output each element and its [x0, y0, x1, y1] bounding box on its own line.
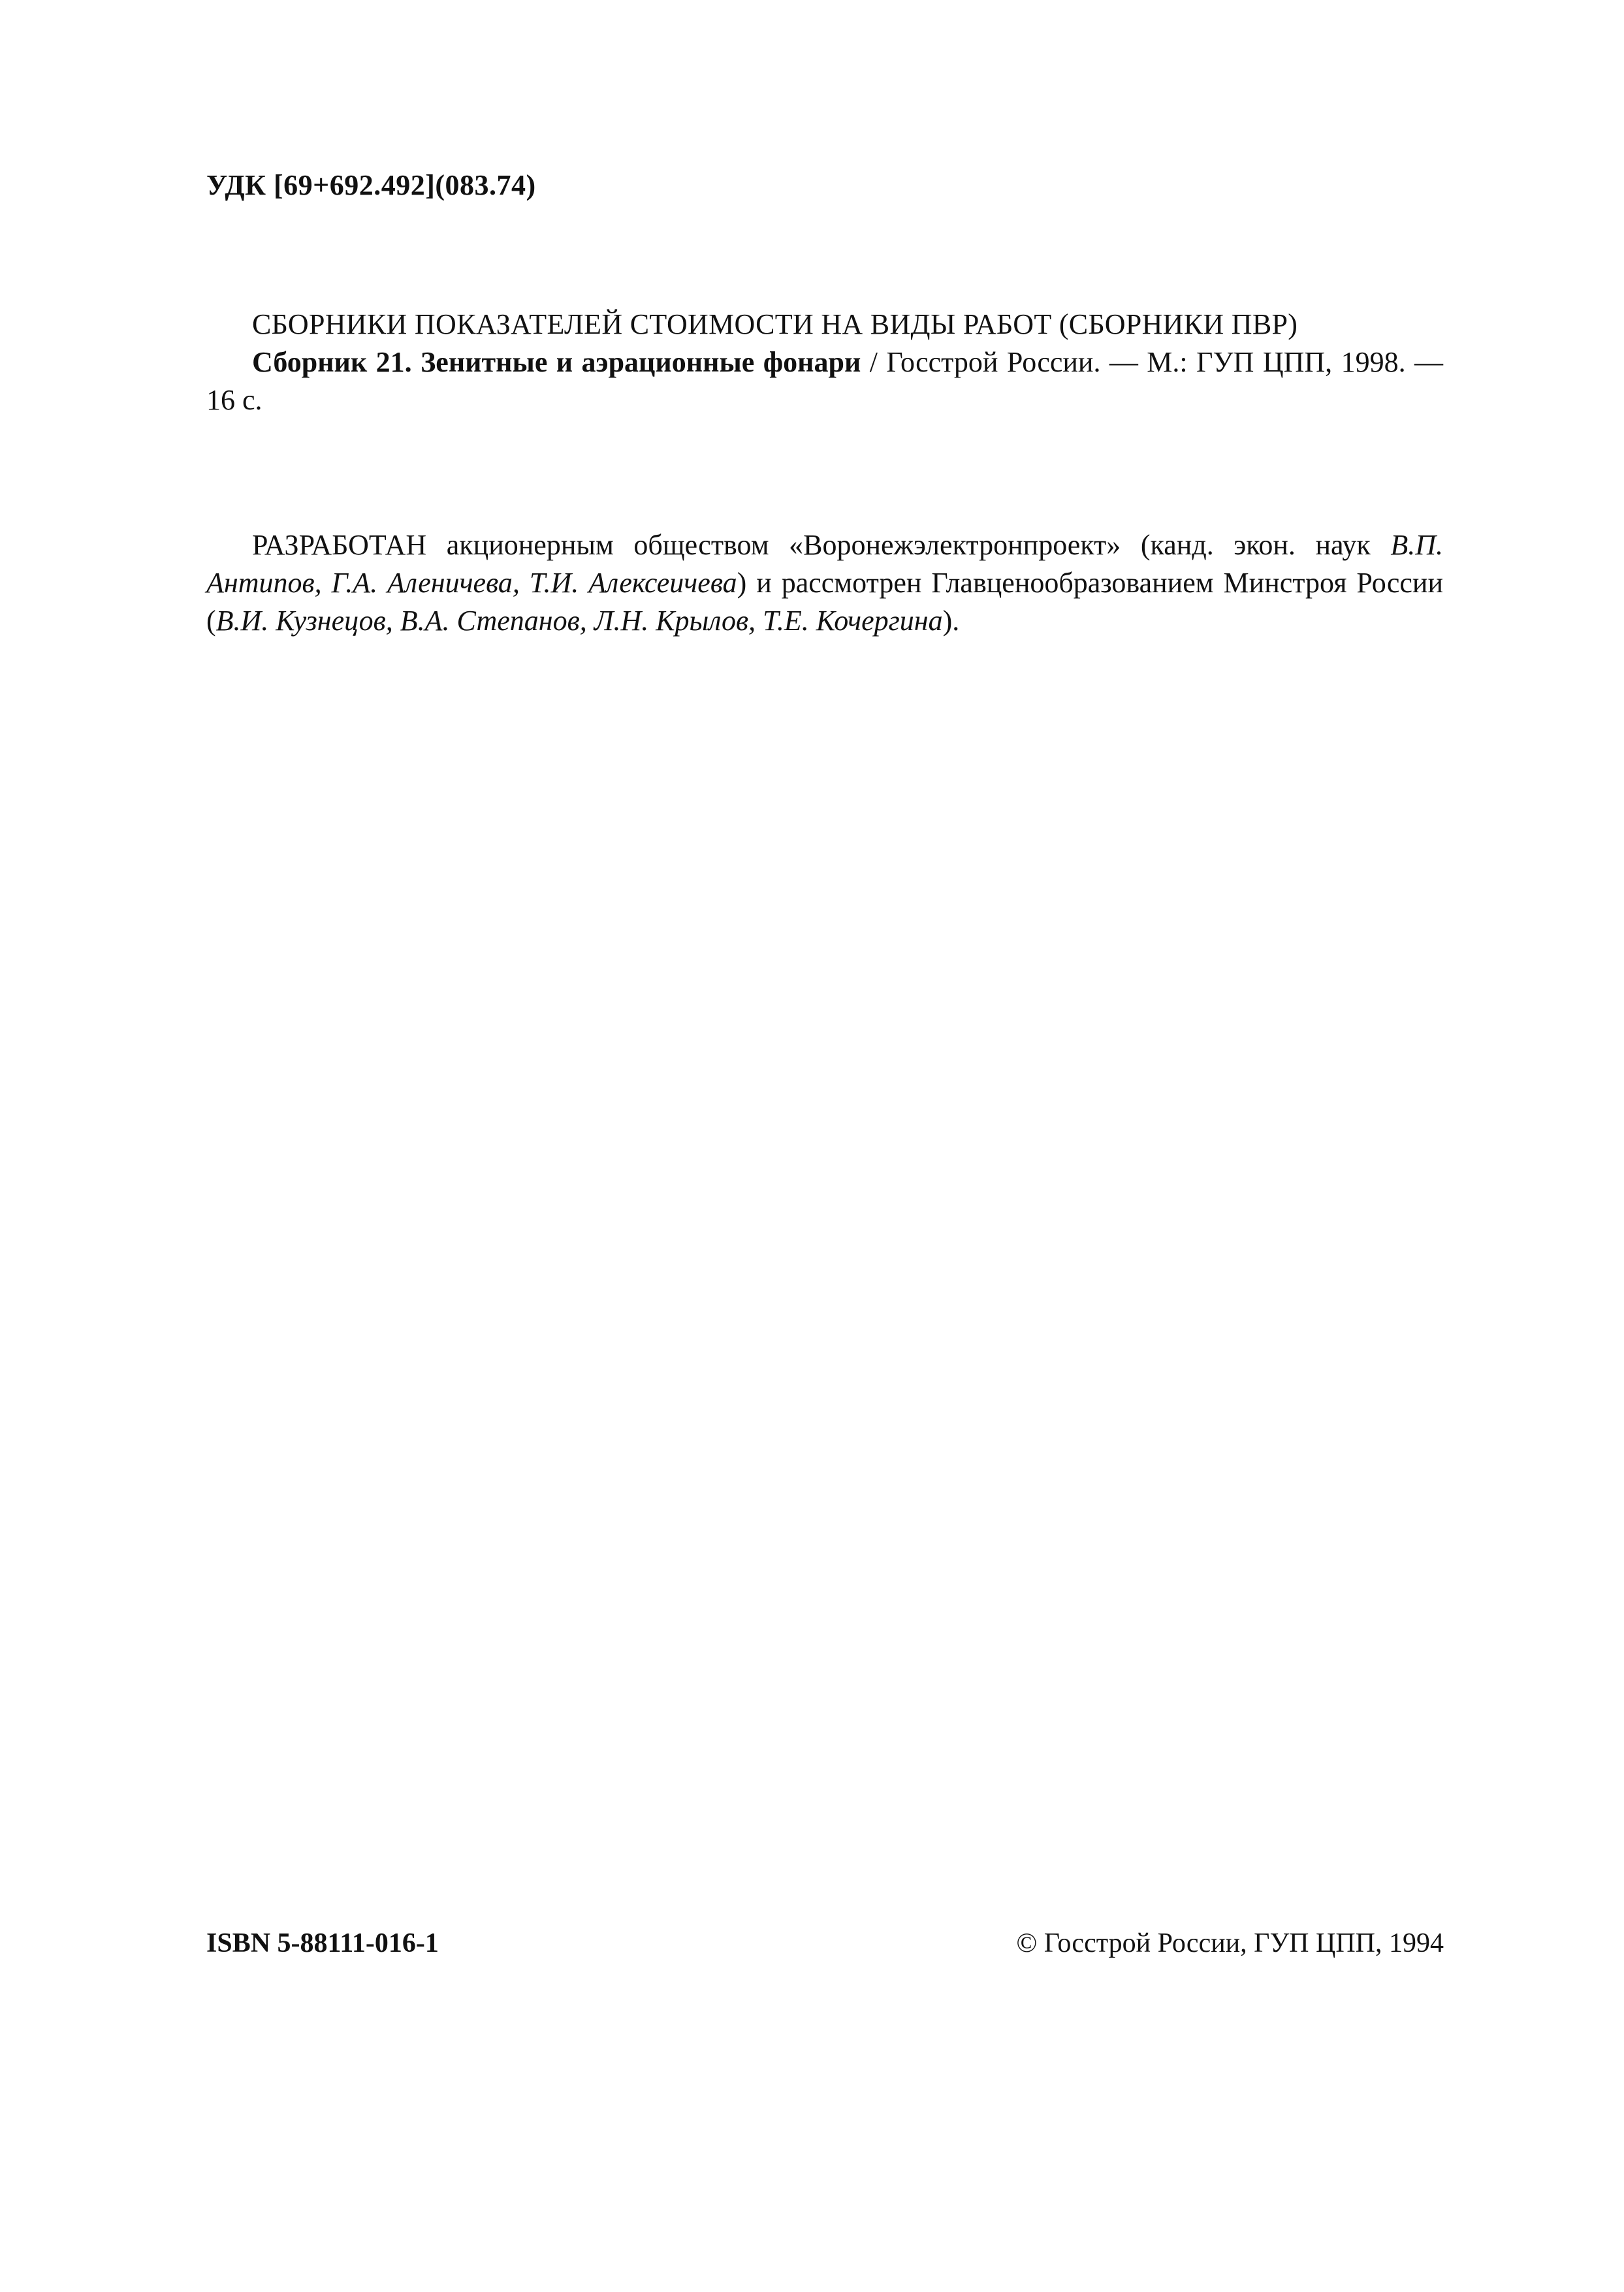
series-title: СБОРНИКИ ПОКАЗАТЕЛЕЙ СТОИМОСТИ НА ВИДЫ РАБОТ (СБОРНИКИ ПВР) — [252, 308, 1298, 340]
bibliographic-record — [206, 306, 1443, 419]
collection-entry — [206, 343, 1443, 419]
developer-authors: В.П. Антипов, Г.А. Аленичева, Т.И. Алексеичева — [206, 529, 1443, 599]
udk-code: УДК [69+692.492](083.74) — [206, 169, 536, 201]
publication-details: / Госстрой России. — М.: ГУП ЦПП, 1998. — 16 с. — [206, 346, 1443, 416]
collection-title: Сборник 21. Зенитные и аэрационные фонари — [252, 346, 861, 378]
developed-by-tail: ). — [942, 605, 960, 637]
isbn: ISBN 5-88111-016-1 — [206, 1928, 439, 1958]
copyright-notice: © Госстрой России, ГУП ЦПП, 1994 — [1016, 1928, 1444, 1958]
developed-by-paragraph — [206, 526, 1443, 640]
developed-by-middle: ) и рассмотрен Главценообразованием Минстроя России ( — [206, 567, 1443, 637]
reviewer-authors: В.И. Кузнецов, В.А. Степанов, Л.Н. Крылов, Т.Е. Кочергина — [215, 605, 943, 637]
developed-by-lead: РАЗРАБОТАН акционерным обществом «Воронежэлектронпроект» (канд. экон. наук — [252, 529, 1391, 561]
